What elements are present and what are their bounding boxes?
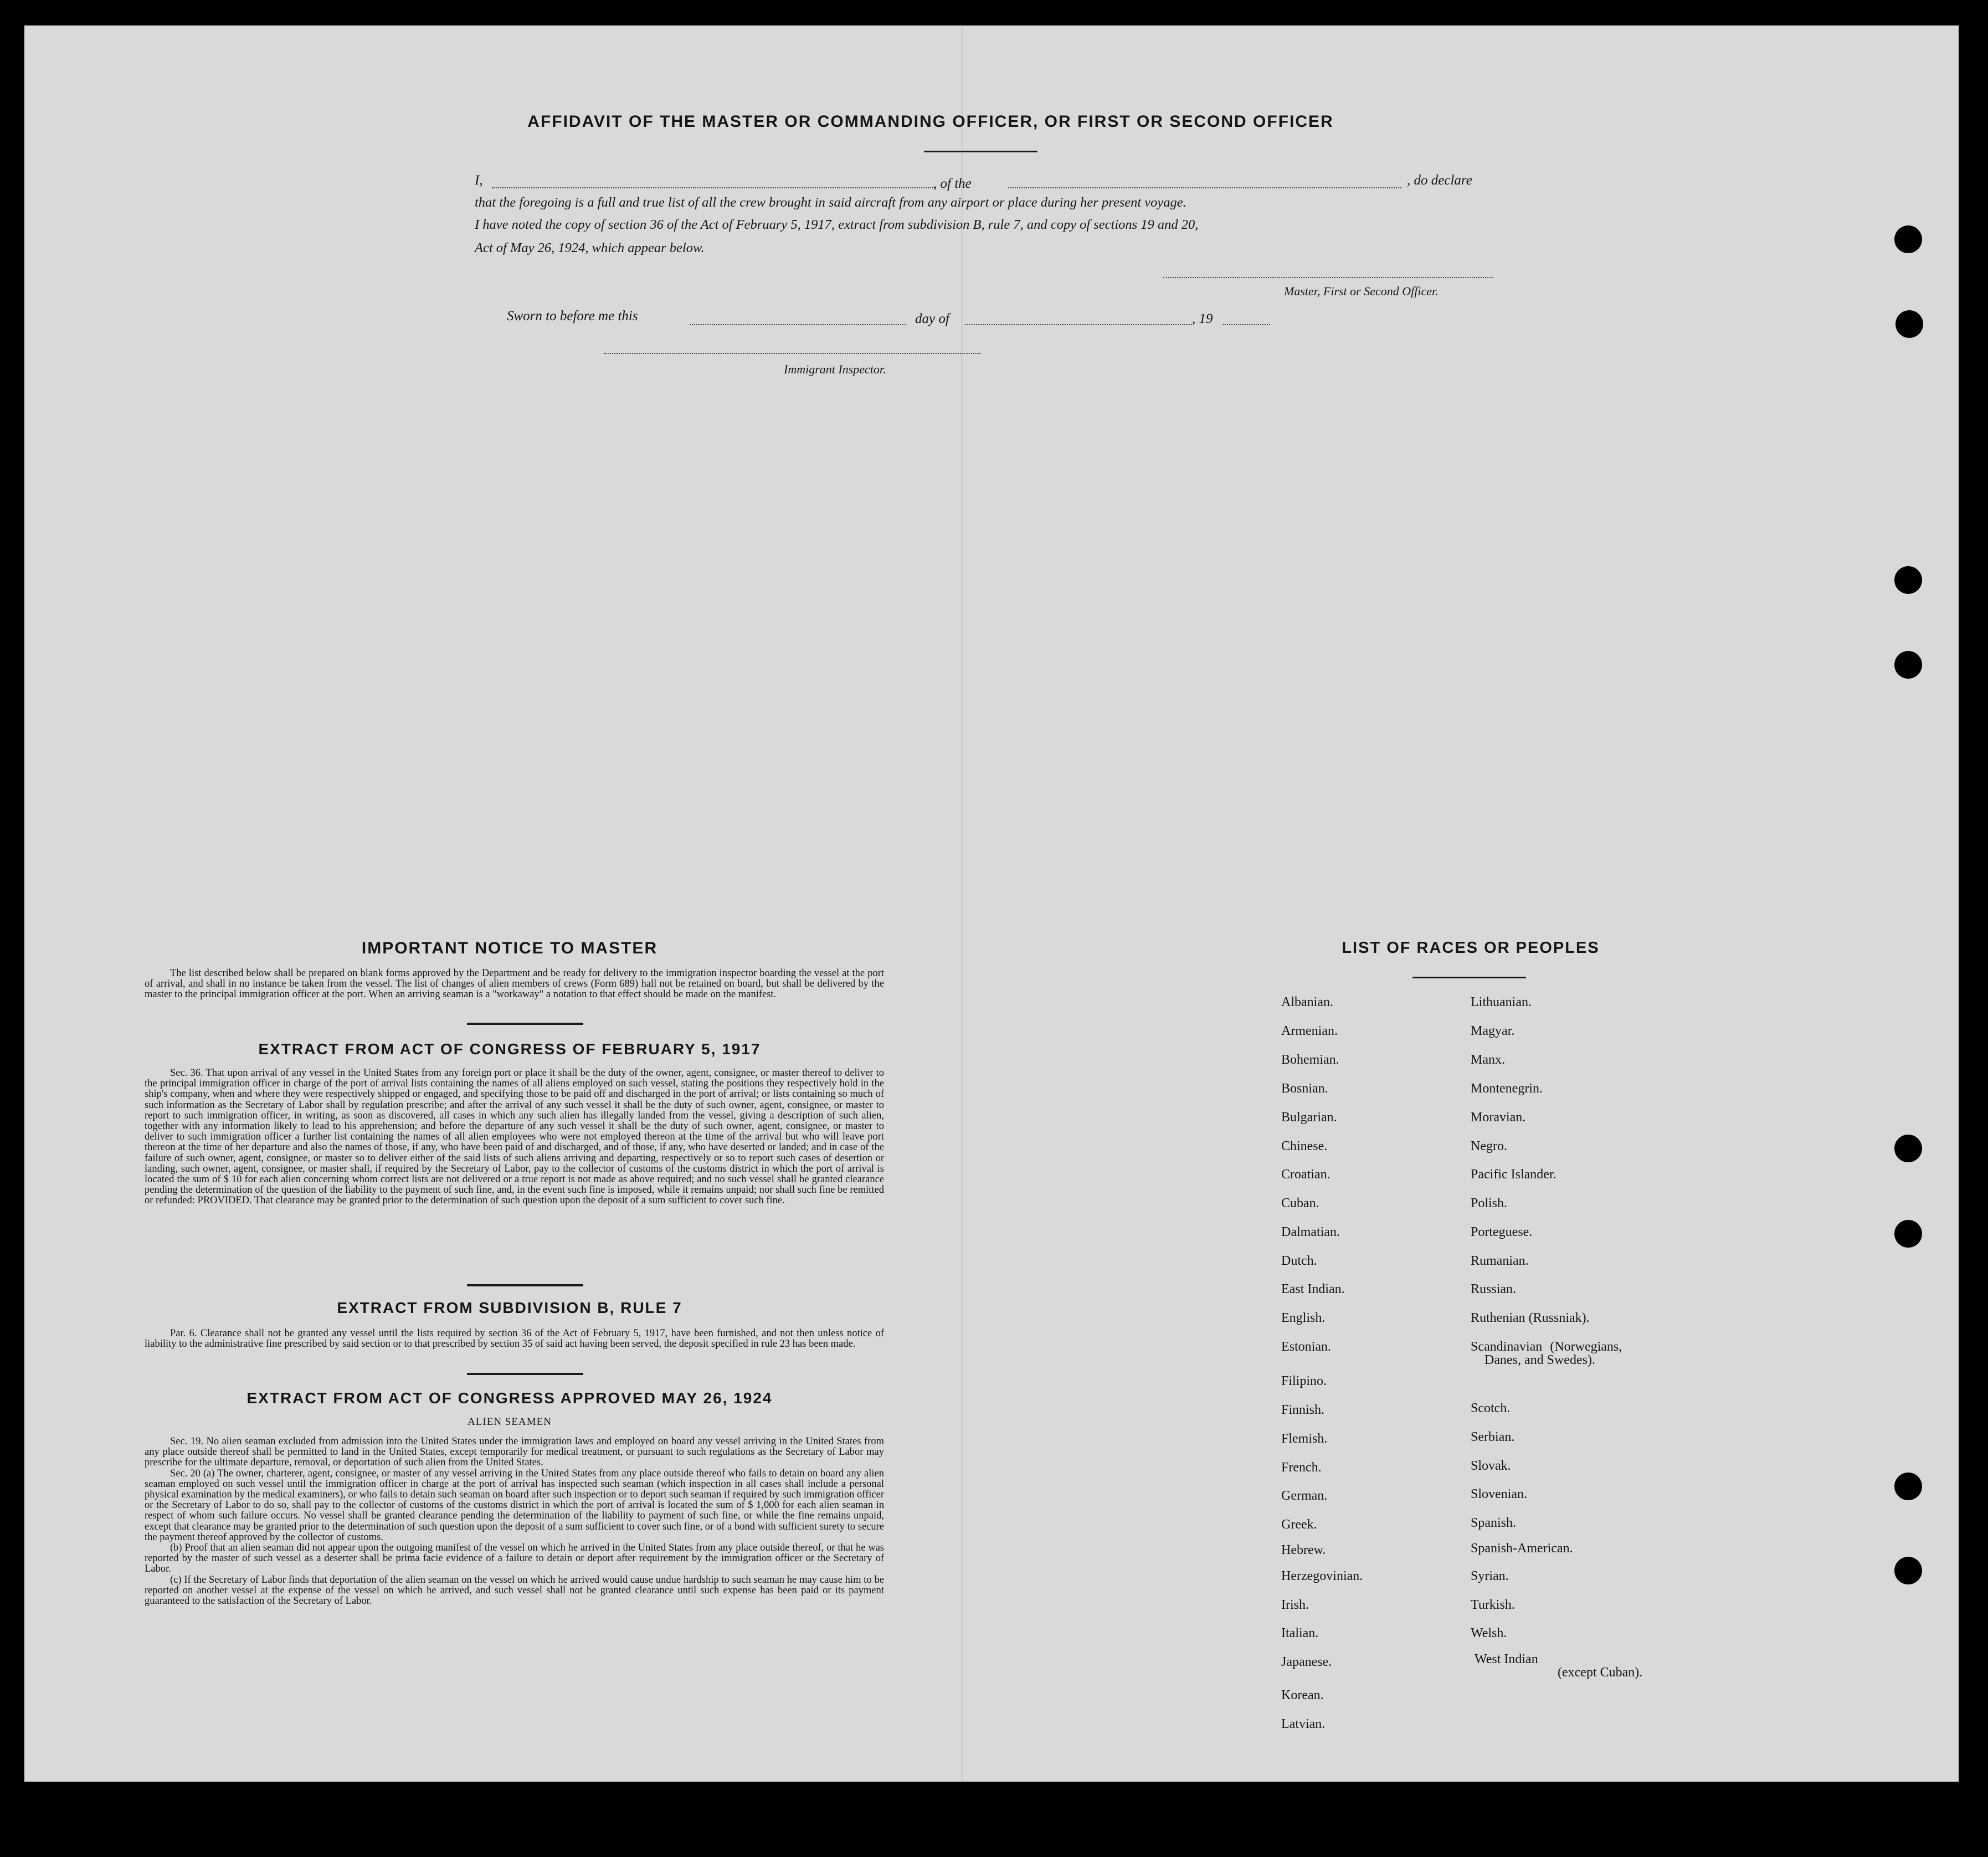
race-item: Danes, and Swedes). <box>1484 1353 1595 1367</box>
notice-title: IMPORTANT NOTICE TO MASTER <box>361 939 658 957</box>
race-item: East Indian. <box>1281 1282 1345 1296</box>
race-item: Croatian. <box>1281 1167 1331 1182</box>
race-item: Flemish. <box>1281 1432 1328 1446</box>
race-item: Pacific Islander. <box>1471 1167 1557 1182</box>
i-label: I, <box>475 173 483 188</box>
race-item: Scotch. <box>1471 1401 1511 1415</box>
sec-20a-paragraph: Sec. 20 (a) The owner, charterer, agent, consignee, or master of any vessel arriving in the United States from any place outside thereof who fails to detain on board any alien seaman employed on such vessel until the immigration officer in charge at the port of arrival has inspected such seaman (which inspection in all cases shall include a personal physical examination by the medical examiners), or who fails to detain such seaman on board after such inspection or to deport such seaman if required by such immigration officer or the Secretary of Labor to do so, shall pay to the collector of customs of the customs district in which the port of arrival is located the sum of $ 1,000 for each alien seaman in respect of whom such failure occurs. No vessel shall be granted clearance pending the determination of the liability to payment of such fine, or while the fine remains unpaid, except that clearance may be granted prior to the determination of such question upon the deposit of a sum sufficient to cover such fine, or of a bond with sufficient surety to secure the payment thereof approved by the collector of customs. <box>145 1468 884 1543</box>
race-item: Japanese. <box>1281 1655 1332 1669</box>
punch-hole <box>1895 310 1923 338</box>
race-item: English. <box>1281 1311 1326 1325</box>
race-item: Greek. <box>1281 1517 1317 1532</box>
race-item: Korean. <box>1281 1688 1324 1702</box>
race-item: Manx. <box>1471 1053 1505 1067</box>
day-of-label: day of <box>915 311 949 326</box>
race-item: (except Cuban). <box>1558 1665 1643 1680</box>
master-signature-label: Master, First or Second Officer. <box>1284 284 1439 298</box>
notice-text <box>145 968 884 1001</box>
race-item: Bosnian. <box>1281 1081 1328 1096</box>
section-rule <box>467 1284 583 1286</box>
name-line[interactable] <box>492 187 935 188</box>
sec-19-paragraph: Sec. 19. No alien seaman excluded from admission into the United States under the immigration laws and employed on board any vessel arriving in the United States from any place outside thereof shall be permitted to land in the United States, except temporarily for medical treatment, or pursuant to such regulations as the Secretary of Labor may prescribe for the ultimate departure, removal, or deportation of such alien from the United States. <box>145 1436 884 1469</box>
sworn-label: Sworn to before me this <box>507 309 638 324</box>
race-item: Spanish. <box>1471 1516 1517 1530</box>
extract-1924-text <box>145 1437 884 1607</box>
inspector-label: Immigrant Inspector. <box>784 362 886 376</box>
rule7-paragraph: Par. 6. Clearance shall not be granted any vessel until the lists required by section 36 of the Act of February 5, 1917, have been furnished, and not then unless notice of liability to the administrative fine prescribed by said section or to that prescribed by section 35 of said act having been served, the deposit specified in rule 23 has been made. <box>145 1328 884 1350</box>
race-item: Herzegovinian. <box>1281 1569 1363 1583</box>
notice-paragraph: The list described below shall be prepared on blank forms approved by the Department and be ready for delivery to the immigration inspector boarding the vessel at the port of arrival, and shall in no instance be taken from the vessel. The list of changes of alien members of crews (Form 689) hall not be retained on board, but shall be delivered by the master to the principal immigration officer at the port. When an arriving seaman is a "workaway" a notation to that effect should be made on the manifest. <box>145 968 884 1001</box>
race-item: German. <box>1281 1489 1328 1503</box>
race-item: Syrian. <box>1471 1569 1509 1583</box>
race-item: Porteguese. <box>1471 1225 1533 1239</box>
inspector-signature-line[interactable] <box>604 353 980 354</box>
month-line[interactable] <box>965 324 1192 325</box>
do-declare-label: , do declare <box>1407 173 1472 188</box>
race-item: Dalmatian. <box>1281 1225 1340 1239</box>
race-item: Slovak. <box>1471 1459 1511 1473</box>
declaration-line-3: I have noted the copy of section 36 of the Act of February 5, 1917, extract from subdivision B, rule 7, and copy of sections 19 and 20, <box>475 217 1199 232</box>
punch-hole <box>1894 566 1922 594</box>
race-item: Armenian. <box>1281 1024 1338 1038</box>
race-item: Russian. <box>1471 1282 1517 1296</box>
rule7-text <box>145 1328 884 1350</box>
race-item: Spanish-American. <box>1471 1541 1573 1556</box>
declaration-line-4: Act of May 26, 1924, which appear below. <box>475 240 705 255</box>
sec-20c-paragraph: (c) If the Secretary of Labor finds that deportation of the alien seaman on the vessel on which he arrived would cause undue hardship to such seaman he may cause him to be reported on another vessel at the expense of the vessel on which he arrived, and such vessel shall not be granted clearance until such expense has been paid or its payment guaranteed to the satisfaction of the Secretary of Labor. <box>145 1574 884 1607</box>
sworn-day-line[interactable] <box>690 324 906 325</box>
affidavit-title: AFFIDAVIT OF THE MASTER OR COMMANDING OFFICER, OR FIRST OR SECOND OFFICER <box>527 112 1334 131</box>
of-the-label: , of the <box>933 176 972 191</box>
race-item: Negro. <box>1471 1139 1507 1153</box>
alien-seamen-subtitle: ALIEN SEAMEN <box>468 1416 552 1428</box>
extract-1917-text <box>145 1068 884 1207</box>
race-item: Estonian. <box>1281 1340 1331 1354</box>
race-item: Irish. <box>1281 1598 1309 1612</box>
race-item: Scandinavian (Norwegians, <box>1471 1340 1622 1354</box>
title-rule <box>924 151 1037 152</box>
section-36-paragraph: Sec. 36. That upon arrival of any vessel in the United States from any foreign port or place it shall be the duty of the owner, agent, consignee, or master thereof to deliver to the principal immigration officer in charge of the port of arrival lists containing the names of all aliens employed on such vessel, stating the positions they respectively hold in the ship's company, when and where they were respectively shipped or engaged, and specifying those to be paid off and discharged in the port of arrival; or lists containing so much of such information as the Secretary of Labor shall by regulation prescribe; and after the arrival of any such vessel it shall be the duty of such owner, agent, consignee, or master to report to such immigration officer, in writing, as soon as discovered, all cases in which any such alien has illegally landed from the vessel, giving a description of such alien, together with any information likely to lead to his apprehension; and before the departure of any such vessel it shall be the duty of such owner, agent, consignee, or master to deliver to such immigration officer a further list containing the names of all alien employees who were not employed thereon at the time of the arrival but who will leave port thereon at the time of her departure and also the names of those, if any, who have been paid of and discharged, and of those, if any, who have deserted or landed; and in case of the failure of such owner, agent, consignee, or master so to deliver either of the said lists of such aliens arriving and departing, respectively or so to report such cases of desertion or landing, such owner, agent, consignee, or master shall, if required by the Secretary of Labor, pay to the collector of customs of the customs district in which the port of arrival is located the sum of $ 10 for each alien concerning whom correct lists are not delivered or a true report is not made as above required; and no such vessel shall be granted clearance pending the determination of the question of the liability to the payment of such fine, and, in the event such fine is imposed, while it remains unpaid; nor shall such fine be remitted or refunded: PROVIDED. That clearance may be granted prior to the determination of such question upon the deposit of a sum sufficient to cover such fine. <box>145 1068 884 1207</box>
year-label: , 19 <box>1192 311 1213 326</box>
race-item: Bohemian. <box>1281 1053 1339 1067</box>
year-line[interactable] <box>1223 324 1270 325</box>
punch-hole <box>1894 1557 1922 1584</box>
race-item: Polish. <box>1471 1196 1508 1210</box>
race-item: Dutch. <box>1281 1254 1317 1268</box>
sec-20b-paragraph: (b) Proof that an alien seaman did not appear upon the outgoing manifest of the vessel on which he arrived in the United States from any place outside thereof, or that he was reported by the master of such vessel as a deserter shall be prima facie evidence of a failure to detain or deport after requirement by the immigration officer or the Secretary of Labor. <box>145 1542 884 1575</box>
extract-1924-title: EXTRACT FROM ACT OF CONGRESS APPROVED MAY 26, 1924 <box>246 1389 773 1407</box>
races-title-rule <box>1412 977 1526 978</box>
race-item: Cuban. <box>1281 1196 1319 1210</box>
race-item: Rumanian. <box>1471 1254 1529 1268</box>
race-item: Lithuanian. <box>1471 995 1532 1009</box>
race-item: Turkish. <box>1471 1598 1515 1612</box>
punch-hole <box>1894 651 1922 679</box>
race-item: Filipino. <box>1281 1374 1327 1388</box>
race-item: Italian. <box>1281 1626 1319 1640</box>
race-item: Slovenian. <box>1471 1487 1527 1501</box>
rule7-title: EXTRACT FROM SUBDIVISION B, RULE 7 <box>337 1299 682 1316</box>
page-fold <box>961 25 963 1782</box>
vessel-line[interactable] <box>1008 187 1401 188</box>
race-item: Finnish. <box>1281 1403 1325 1417</box>
punch-hole <box>1894 1220 1922 1248</box>
punch-hole <box>1894 225 1922 253</box>
race-item: Ruthenian (Russniak). <box>1471 1311 1590 1325</box>
race-item: Albanian. <box>1281 995 1333 1009</box>
race-item: West Indian <box>1475 1652 1538 1666</box>
master-signature-line[interactable] <box>1163 277 1493 278</box>
race-item: Serbian. <box>1471 1430 1515 1444</box>
race-item: Magyar. <box>1471 1024 1515 1038</box>
punch-hole <box>1894 1473 1922 1500</box>
race-item: Chinese. <box>1281 1139 1328 1153</box>
race-item: Bulgarian. <box>1281 1110 1337 1125</box>
race-item: Latvian. <box>1281 1717 1326 1731</box>
race-item: Welsh. <box>1471 1626 1507 1640</box>
race-item: French. <box>1281 1460 1322 1475</box>
race-item: Moravian. <box>1471 1110 1526 1125</box>
race-item: Hebrew. <box>1281 1543 1326 1557</box>
races-title: LIST OF RACES OR PEOPLES <box>1342 939 1600 957</box>
section-rule <box>467 1023 583 1025</box>
race-item: Montenegrin. <box>1471 1081 1543 1096</box>
punch-hole <box>1894 1135 1922 1162</box>
extract-1917-title: EXTRACT FROM ACT OF CONGRESS OF FEBRUARY 5, 1917 <box>258 1040 761 1058</box>
section-rule <box>467 1373 583 1375</box>
declaration-line-2: that the foregoing is a full and true list of all the crew brought in said aircraft from any airport or place during her present voyage. <box>475 195 1186 210</box>
